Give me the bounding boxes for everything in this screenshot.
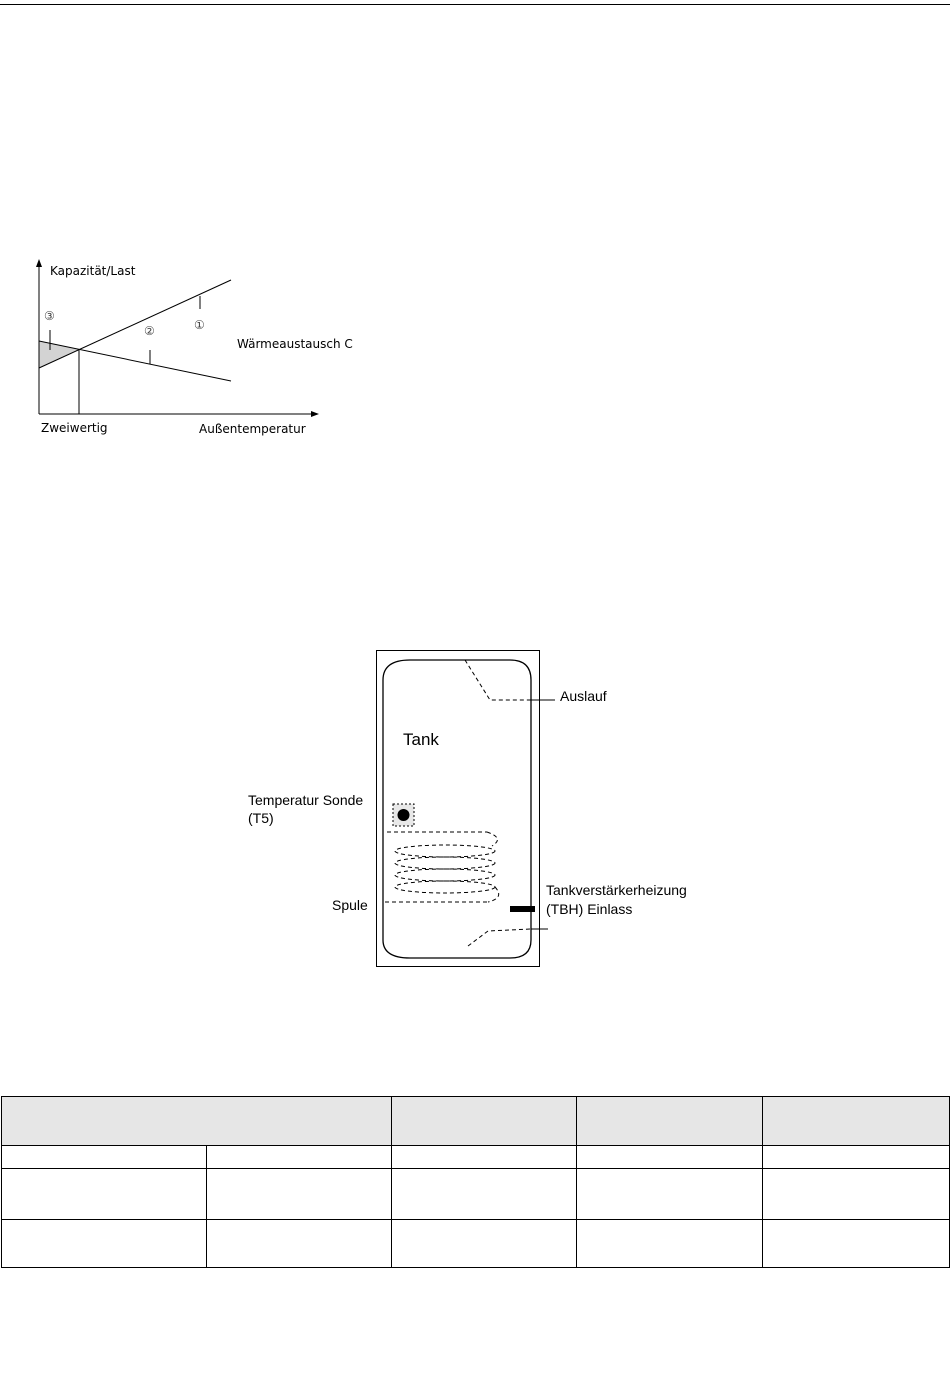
table-cell bbox=[2, 1169, 207, 1220]
table-cell bbox=[207, 1169, 392, 1220]
heat-exchange-label: Wärmeaustausch C bbox=[237, 337, 353, 351]
table-cell bbox=[2, 1220, 207, 1268]
header-cell bbox=[763, 1097, 950, 1146]
table-cell bbox=[763, 1169, 950, 1220]
coil bbox=[385, 832, 499, 902]
sensor-label-line1: Temperatur Sonde bbox=[248, 792, 364, 808]
coil-label: Spule bbox=[332, 897, 368, 913]
table-row bbox=[2, 1146, 950, 1169]
outlet-pipe bbox=[465, 660, 531, 700]
marker-1: ① bbox=[194, 318, 205, 332]
table-header-row bbox=[2, 1097, 950, 1146]
sensor-label-line2: (T5) bbox=[248, 810, 274, 826]
x-axis-label: Außentemperatur bbox=[199, 422, 306, 436]
marker-3: ③ bbox=[44, 309, 55, 323]
header-cell bbox=[2, 1097, 392, 1146]
header-cell bbox=[577, 1097, 763, 1146]
inlet-pipe bbox=[468, 929, 531, 946]
table-cell bbox=[392, 1146, 577, 1169]
table-cell bbox=[392, 1220, 577, 1268]
table-cell bbox=[207, 1220, 392, 1268]
sensor-dot bbox=[398, 809, 410, 821]
empty-table bbox=[1, 1096, 950, 1268]
y-axis-label: Kapazität/Last bbox=[50, 264, 136, 278]
table-cell bbox=[577, 1220, 763, 1268]
table-cell bbox=[763, 1220, 950, 1268]
tbh-label-line1: Tankverstärkerheizung bbox=[546, 882, 687, 898]
tank-label: Tank bbox=[403, 730, 439, 749]
table-row bbox=[2, 1220, 950, 1268]
bivalent-label: Zweiwertig bbox=[41, 421, 108, 435]
table-cell bbox=[392, 1169, 577, 1220]
marker-2: ② bbox=[144, 324, 155, 338]
table-row bbox=[2, 1169, 950, 1220]
table-cell bbox=[207, 1146, 392, 1169]
tbh-heater bbox=[510, 906, 535, 912]
table-cell bbox=[577, 1146, 763, 1169]
tbh-label-line2: (TBH) Einlass bbox=[546, 901, 633, 917]
outlet-label: Auslauf bbox=[560, 688, 607, 704]
table-cell bbox=[577, 1169, 763, 1220]
table-cell bbox=[2, 1146, 207, 1169]
header-cell bbox=[392, 1097, 577, 1146]
table-cell bbox=[763, 1146, 950, 1169]
